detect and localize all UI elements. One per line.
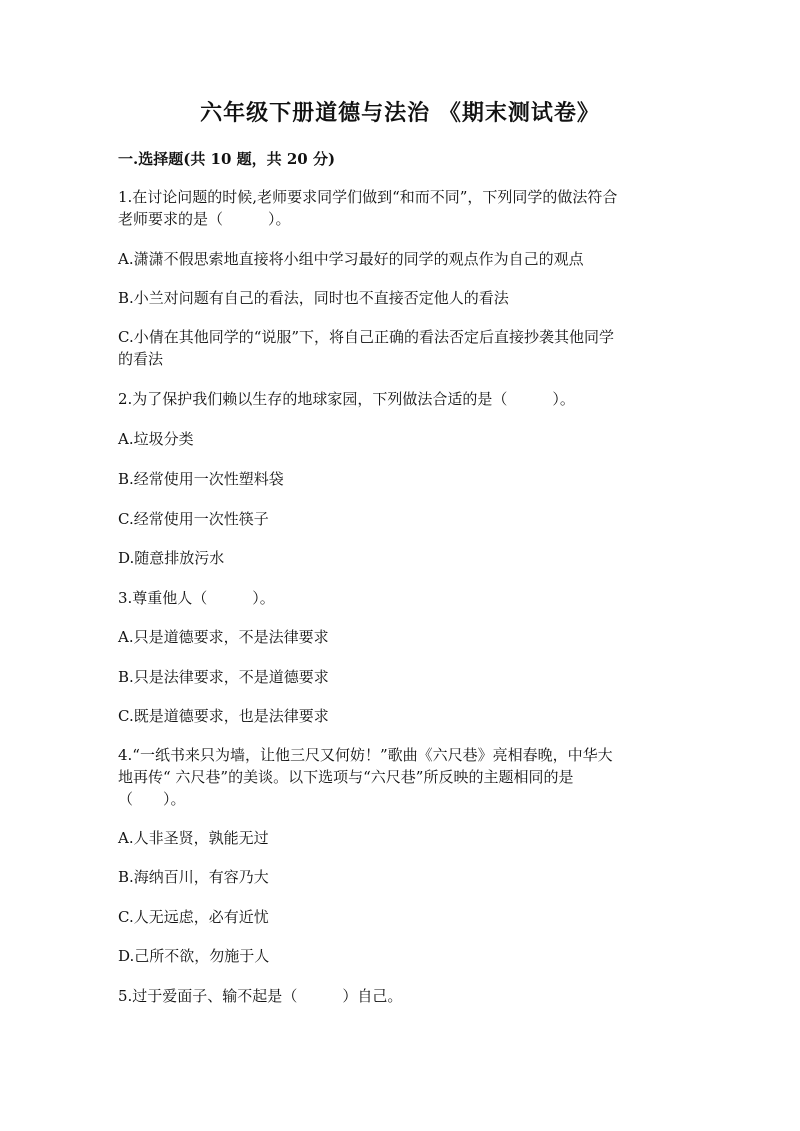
question-2-option-b: B.经常使用一次性塑料袋 [118,470,284,488]
question-3-option-b: B.只是法律要求，不是道德要求 [118,668,329,686]
question-1-option-c-line-1: C.小倩在其他同学的“说服”下，将自己正确的看法否定后直接抄袭其他同学 [118,328,615,346]
question-4-option-c: C.人无远虑，必有近忧 [118,908,269,926]
question-2-option-d: D.随意排放污水 [118,549,225,567]
question-1-option-b: B.小兰对问题有自己的看法，同时也不直接否定他人的看法 [118,289,509,307]
question-5-stem: 5.过于爱面子、输不起是（ ）自己。 [118,987,403,1005]
question-1-option-a: A.潇潇不假思索地直接将小组中学习最好的同学的观点作为自己的观点 [118,250,584,268]
question-2-stem: 2.为了保护我们赖以生存的地球家园，下列做法合适的是（ ）。 [118,390,575,408]
question-2-option-a: A.垃圾分类 [118,430,194,448]
question-1-stem-line-1: 1.在讨论问题的时候,老师要求同学们做到“和而不同”，下列同学的做法符合 [118,188,618,206]
question-4-stem-line-2: 地再传“ 六尺巷”的美谈。以下选项与“六尺巷”所反映的主题相同的是 [118,768,574,786]
question-3-option-a: A.只是道德要求，不是法律要求 [118,628,329,646]
question-4-stem-line-3: （ ）。 [118,790,186,808]
question-1-stem-line-2: 老师要求的是（ ）。 [118,210,291,228]
question-1-option-c-line-2: 的看法 [118,350,164,368]
question-4-option-a: A.人非圣贤，孰能无过 [118,829,269,847]
question-3-stem: 3.尊重他人（ ）。 [118,589,275,607]
question-4-option-b: B.海纳百川，有容乃大 [118,868,269,886]
question-3-option-c: C.既是道德要求，也是法律要求 [118,707,329,725]
page-title: 六年级下册道德与法治 《期末测试卷》 [200,100,600,126]
question-2-option-c: C.经常使用一次性筷子 [118,510,269,528]
question-4-stem-line-1: 4.“一纸书来只为墙，让他三尺又何妨！”歌曲《六尺巷》亮相春晚，中华大 [118,746,613,764]
section-heading: 一.选择题(共 10 题，共 20 分) [118,150,336,168]
question-4-option-d: D.己所不欲，勿施于人 [118,947,270,965]
